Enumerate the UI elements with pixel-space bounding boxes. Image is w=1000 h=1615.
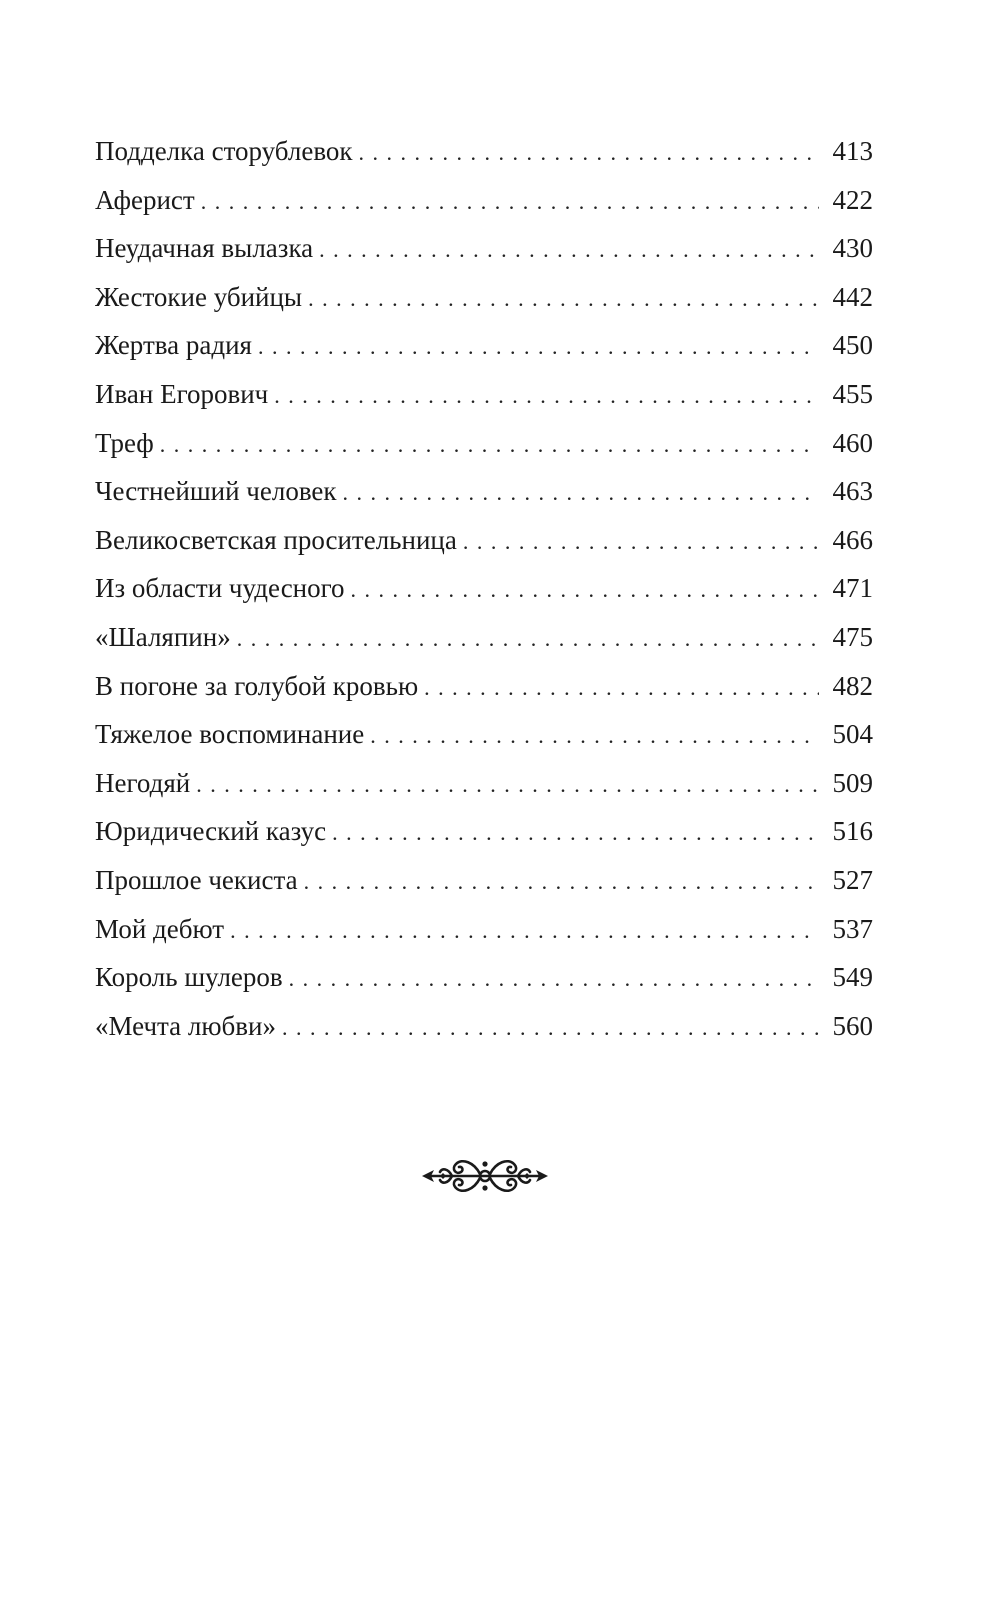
- toc-entry-title: Юридический казус: [95, 816, 327, 847]
- scroll-ornament-icon: [418, 1148, 552, 1204]
- dot-leader: [359, 129, 819, 178]
- toc-entry: [95, 613, 873, 662]
- dot-leader: [160, 421, 819, 470]
- dot-leader: [308, 275, 819, 324]
- toc-entry-title: В погоне за голубой кровью: [95, 670, 419, 701]
- toc-entry-title: Иван Егорович: [95, 378, 269, 409]
- toc-entry-page: 413: [832, 136, 873, 166]
- toc-entry: [95, 176, 873, 225]
- dot-leader: [343, 469, 819, 518]
- toc-entry: [95, 710, 873, 759]
- toc-entry: [95, 273, 873, 322]
- dot-leader: [370, 712, 819, 761]
- toc-entry-title: Треф: [95, 427, 154, 458]
- toc-entry: [95, 759, 873, 808]
- dot-leader: [230, 907, 819, 956]
- toc-entry-page: 537: [832, 913, 873, 944]
- toc-entry: [95, 467, 873, 516]
- toc-entry: [95, 224, 873, 273]
- toc-entry-page: 463: [832, 476, 873, 507]
- toc-entry: [95, 807, 873, 856]
- toc-entry-page: 509: [832, 767, 873, 798]
- toc-entry-page: 516: [832, 816, 873, 847]
- dot-leader: [196, 761, 819, 810]
- dot-leader: [332, 809, 819, 858]
- toc-entry: [95, 856, 873, 905]
- dot-leader: [319, 226, 819, 275]
- toc-entry-title: Прошлое чекиста: [95, 864, 298, 895]
- toc-entry-title: «Мечта любви»: [95, 1010, 276, 1041]
- toc-entry-title: Великосветская просительница: [95, 524, 457, 555]
- toc-entry: [95, 516, 873, 565]
- toc-entry-title: Из области чудесного: [95, 573, 345, 604]
- toc-entry-page: 455: [832, 378, 873, 409]
- toc-entry-page: 422: [832, 184, 873, 215]
- toc-entry: [95, 953, 873, 1002]
- toc-entry: [95, 127, 873, 176]
- table-of-contents: [95, 127, 873, 1050]
- toc-entry-page: 442: [832, 281, 873, 312]
- toc-entry-page: 549: [832, 962, 873, 993]
- toc-entry-title: Король шулеров: [95, 962, 283, 993]
- dot-leader: [424, 664, 819, 713]
- toc-entry: [95, 662, 873, 711]
- toc-entry: [95, 321, 873, 370]
- dot-leader: [289, 955, 819, 1004]
- dot-leader: [201, 178, 819, 227]
- toc-entry: [95, 1002, 873, 1051]
- toc-entry-title: Аферист: [95, 184, 195, 215]
- toc-entry: [95, 564, 873, 613]
- dot-leader: [258, 323, 819, 372]
- toc-entry: [95, 905, 873, 954]
- dot-leader: [282, 1004, 819, 1053]
- toc-entry-title: Мой дебют: [95, 913, 225, 944]
- toc-entry-page: 482: [832, 670, 873, 701]
- toc-entry-title: «Шаляпин»: [95, 621, 231, 652]
- toc-entry-title: Негодяй: [95, 767, 191, 798]
- toc-entry-page: 475: [832, 621, 873, 652]
- toc-entry-page: 466: [832, 524, 873, 555]
- dot-leader: [463, 518, 819, 567]
- toc-entry-page: 527: [832, 864, 873, 895]
- toc-entry-title: Тяжелое воспоминание: [95, 719, 365, 750]
- toc-entry-title: Подделка сторублевок: [95, 136, 353, 166]
- toc-entry-page: 430: [832, 233, 873, 264]
- toc-entry-page: 471: [832, 573, 873, 604]
- toc-entry-page: 504: [832, 719, 873, 750]
- toc-entry: [95, 370, 873, 419]
- toc-entry-title: Жертва радия: [95, 330, 252, 361]
- dot-leader: [274, 372, 819, 421]
- dot-leader: [237, 615, 819, 664]
- dot-leader: [304, 858, 819, 907]
- toc-entry-title: Честнейший человек: [95, 476, 337, 507]
- toc-entry-page: 460: [832, 427, 873, 458]
- dot-leader: [351, 566, 819, 615]
- toc-entry-page: 450: [832, 330, 873, 361]
- toc-entry-page: 560: [832, 1010, 873, 1041]
- toc-entry: [95, 419, 873, 468]
- toc-entry-title: Неудачная вылазка: [95, 233, 314, 264]
- toc-entry-title: Жестокие убийцы: [95, 281, 303, 312]
